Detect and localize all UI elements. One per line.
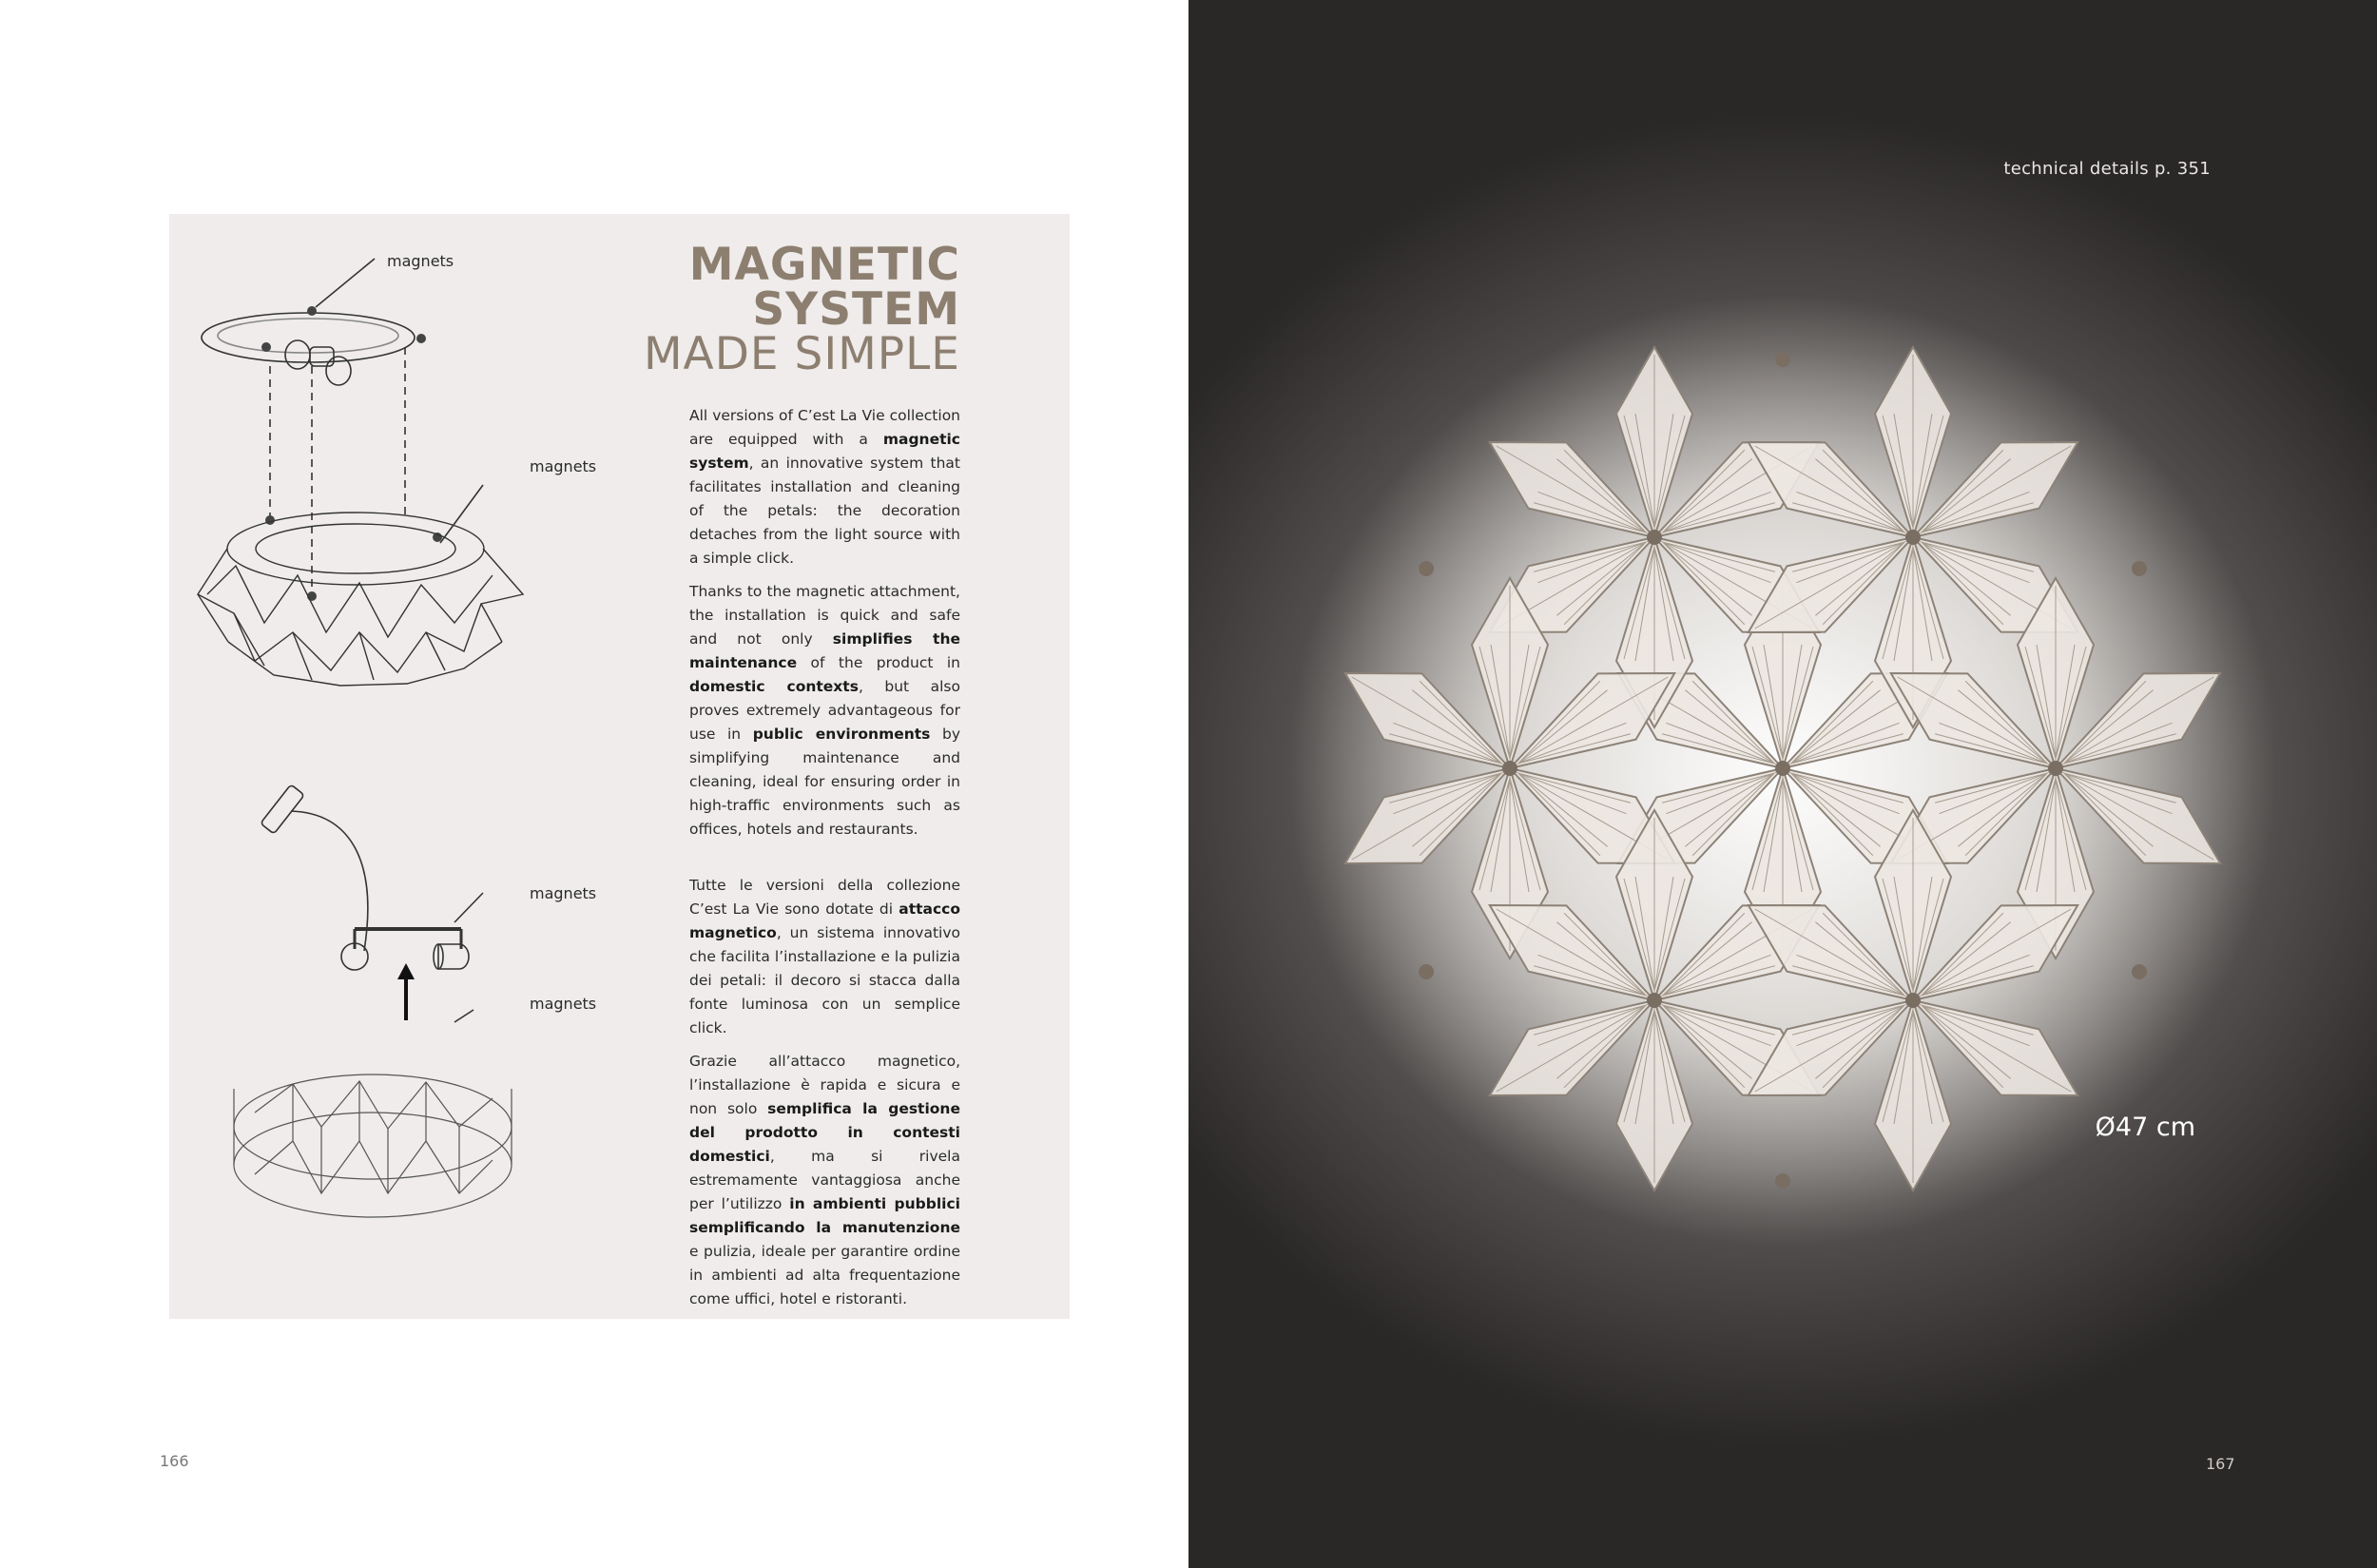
ceiling-lamp-photo (1188, 0, 2377, 1568)
text-run: e pulizia, ideale per garantire ordine in ambienti ad alta frequentazione come uffici, hotel e ristoranti. (689, 1243, 960, 1307)
page-title (643, 239, 960, 380)
text-run: , ma si rivela estremamente vantaggiosa anche per l’utilizzo (689, 1148, 960, 1212)
magnet-attachment-diagram-icon (169, 214, 702, 1319)
title-line-1: MAGNETIC (688, 239, 960, 291)
bold-run: public environments (752, 726, 931, 743)
text-run: of the product in (797, 654, 960, 671)
page-number-left: 166 (160, 1452, 189, 1470)
technical-details-reference: technical details p. 351 (2003, 159, 2211, 179)
magnets-callout-2: magnets (530, 457, 597, 475)
text-run: Thanks to the magnetic attachment, the installation is quick and safe and not only (689, 583, 960, 648)
magnets-callout-4: magnets (530, 995, 597, 1013)
bold-run: magnetic system (689, 431, 960, 472)
text-run: , an innovative system that facilitates installation and cleaning of the petals: the decoration detaches from the light source with a simple click. (689, 455, 960, 567)
title-line-2: SYSTEM (752, 283, 960, 336)
bold-run: semplifica la gestione del prodotto in contesti domestici (689, 1100, 960, 1165)
text-run: All versions of C’est La Vie collection are equipped with a (689, 407, 960, 448)
text-run: by simplifying maintenance and cleaning, ideal for ensuring order in high-traffic environments such as offices, hotels and restaurants. (689, 726, 960, 838)
italian-paragraph-2 (689, 1050, 960, 1311)
bold-run: in ambienti pubblici semplificando la manutenzione (689, 1195, 960, 1236)
title-line-3: MADE SIMPLE (643, 328, 960, 380)
magnets-callout-1: magnets (387, 252, 454, 270)
page-number-right: 167 (2206, 1455, 2235, 1473)
bold-run: domestic contexts (689, 678, 859, 695)
magnets-callout-3: magnets (530, 884, 597, 902)
english-paragraph-2 (689, 580, 960, 842)
bold-run: simplifies the maintenance (689, 630, 960, 671)
text-run: Grazie all’attacco magnetico, l’installazione è rapida e sicura e non solo (689, 1053, 960, 1117)
english-paragraph-1 (689, 404, 960, 571)
body-copy (689, 404, 960, 1321)
italian-paragraph-1 (689, 874, 960, 1040)
diameter-label: Ø47 cm (2095, 1113, 2195, 1142)
feature-panel (169, 214, 1070, 1319)
bold-run: attacco magnetico (689, 900, 960, 941)
text-run: , un sistema innovativo che facilita l’installazione e la pulizia dei petali: il decoro si stacca dalla fonte luminosa con un semplice click. (689, 924, 960, 1036)
left-page (0, 0, 1188, 1568)
right-page (1188, 0, 2377, 1568)
text-run: Tutte le versioni della collezione C’est La Vie sono dotate di (689, 877, 960, 918)
text-run: , but also proves extremely advantageous for use in (689, 678, 960, 743)
